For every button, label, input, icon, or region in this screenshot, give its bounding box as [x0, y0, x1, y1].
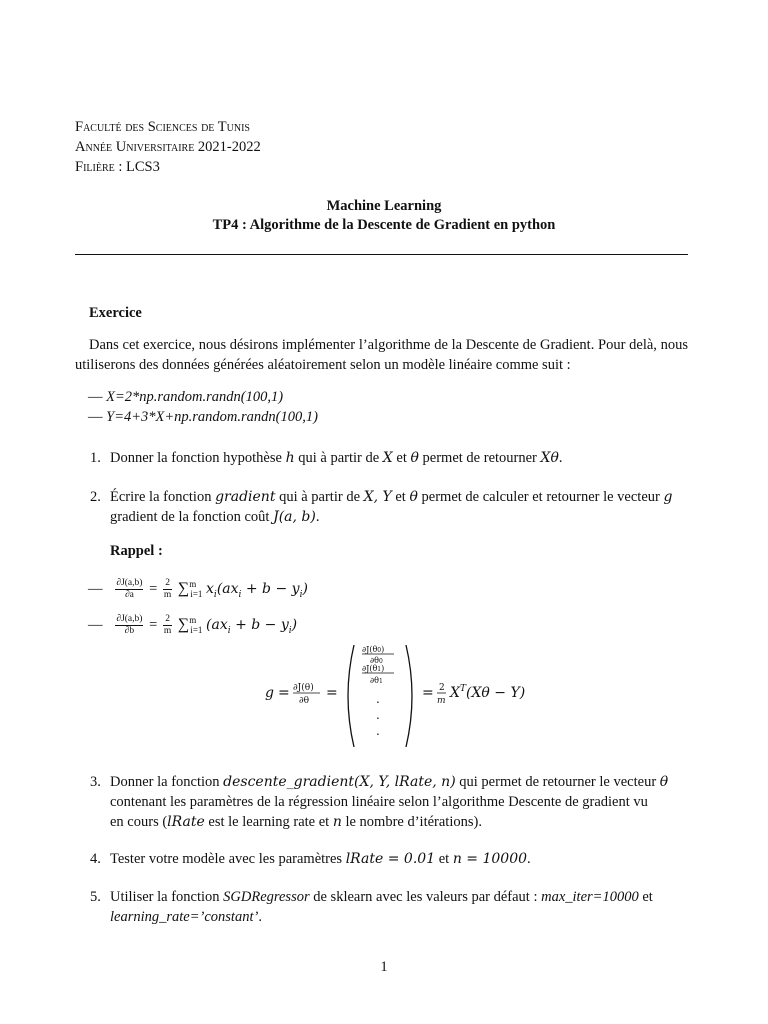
exercise-heading: Exercice	[89, 305, 142, 321]
formula-da: — $\frac{\partial J(a,b)}{\partial a}$ = $\frac{2}{m}$ ∑$^m_{i=1}$ $x_i(ax_i + b - y_i)$	[88, 578, 308, 600]
question-3: Donner la fonction descente_gradient(X, Y, lRate, n) qui permet de retourner le vecteur θ contenant les paramètres de la régression linéaire selon l’algorithme Descente de gradient vu en cours (lRate est le learning rate et n le nombre d’itérations).	[110, 774, 669, 830]
q1-number: 1.	[90, 450, 101, 466]
q2-number: 2.	[90, 489, 101, 505]
svg-text:∂θ0: ∂θ0	[370, 656, 383, 665]
tp-title: TP4 : Algorithme de la Descente de Gradient en python	[212, 217, 556, 233]
svg-text:∂θ: ∂θ	[299, 696, 310, 706]
formula-db: — $\frac{\partial J(a,b)}{\partial b}$ = $\frac{2}{m}$ ∑$^m_{i=1}$ $(ax_i + b - y_i)$	[88, 614, 298, 636]
svg-text:=: =	[326, 685, 338, 701]
svg-text:=: =	[422, 685, 434, 701]
question-1: Donner la fonction hypothèse h qui à partir de X et θ permet de retourner Xθ.	[110, 450, 563, 466]
svg-text:∂J(θ0): ∂J(θ0)	[362, 645, 385, 654]
question-4: Tester votre modèle avec les paramètres lRate = 0.01 et n = 10000.	[110, 851, 531, 867]
svg-text:.: .	[376, 708, 380, 722]
question-5: Utiliser la fonction SGDRegressor de sklearn avec les valeurs par défaut : max_iter=10000 et learning_rate=’constant’.	[110, 889, 653, 925]
question-2: Écrire la fonction gradient qui à partir de X, Y et θ permet de calculer et retourner le vecteur g gradient de la fonction coût J(a, b).	[110, 489, 673, 525]
svg-text:XT(Xθ − Y): $X^T(X\theta - Y)$	[450, 684, 526, 701]
course-title: Machine Learning	[326, 198, 442, 214]
faculty-line: Faculté des Sciences de Tunis	[75, 119, 250, 135]
gradient-formula-svg	[262, 643, 562, 749]
title-rule	[75, 254, 688, 255]
q5-number: 5.	[90, 889, 101, 905]
exercise-intro: Dans cet exercice, nous désirons implémenter l’algorithme de la Descente de Gradient. Pour delà, nous utiliserons des données générées aléatoirement selon un modèle linéaire comme suit :	[75, 337, 688, 373]
svg-text:∂J(θ): ∂J(θ)	[293, 683, 314, 693]
q3-number: 3.	[90, 774, 101, 790]
svg-text:m: m	[437, 696, 446, 706]
svg-text:.: .	[376, 724, 380, 738]
code-x: X=2*np.random.randn(100,1)	[106, 389, 284, 405]
academic-year-line: Année Universitaire 2021-2022	[75, 139, 261, 155]
svg-text:∂θ1: ∂θ1	[370, 676, 383, 685]
svg-text:2: 2	[439, 683, 445, 693]
code-y: Y=4+3*X+np.random.randn(100,1)	[106, 409, 318, 425]
q4-number: 4.	[90, 851, 101, 867]
svg-text:g: g	[265, 685, 274, 701]
program-line: Filière : LCS3	[75, 159, 160, 175]
svg-text:=: =	[278, 685, 290, 701]
code-item-2: — Y=4+3*X+np.random.randn(100,1)	[88, 409, 318, 425]
svg-text:.: .	[376, 692, 380, 706]
rappel-heading: Rappel :	[110, 543, 163, 559]
code-item-1: — X=2*np.random.randn(100,1)	[88, 389, 284, 405]
page-number: 1	[380, 959, 388, 975]
gradient-vector-formula	[262, 643, 562, 749]
svg-text:∂J(θ1): ∂J(θ1)	[362, 664, 385, 673]
